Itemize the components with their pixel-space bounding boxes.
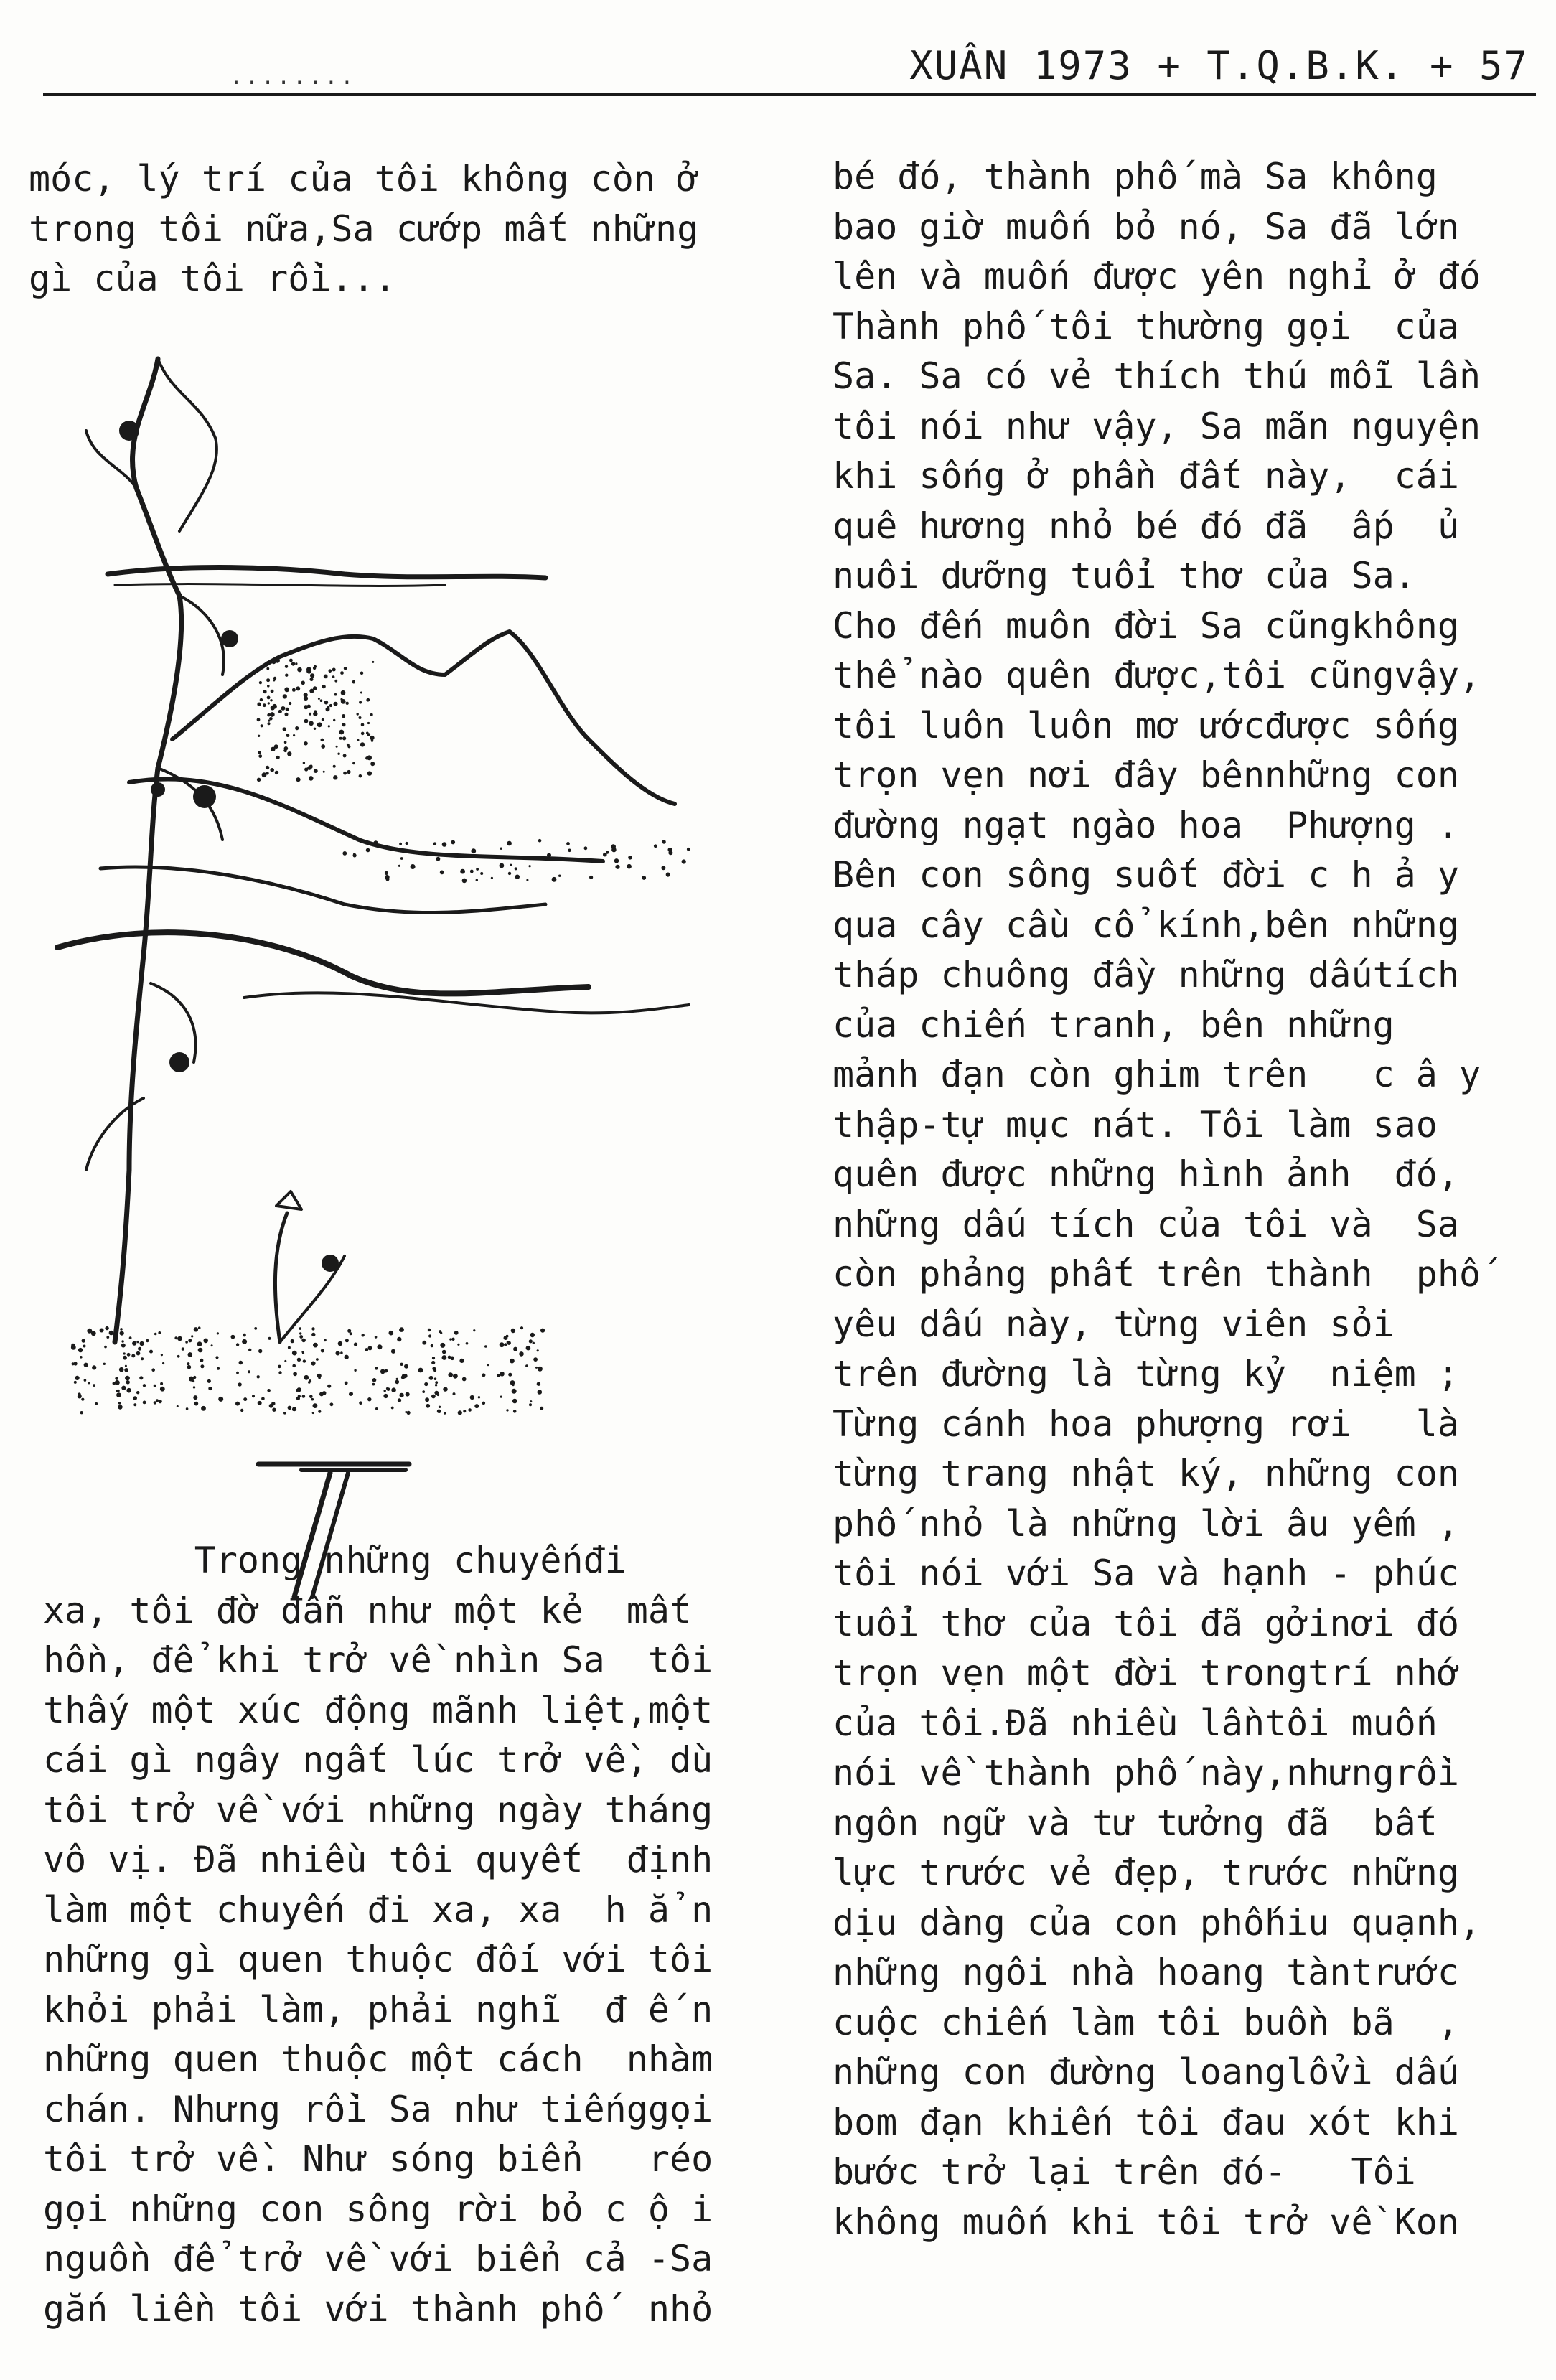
right-line: ngôn ngữ và tư tưởng đã bất bbox=[833, 1802, 1438, 1844]
right-line: Cho đến muôn đời Sa cũngkhông bbox=[833, 604, 1459, 647]
left-bottom-line: hồn, để khi trở về nhìn Sa tôi bbox=[43, 1639, 713, 1681]
right-line: lên và muốn được yên nghỉ ở đó bbox=[833, 256, 1481, 297]
right-line: yêu dấu này, từng viên sỏi bbox=[833, 1303, 1395, 1345]
right-line: không muốn khi tôi trở về Kon bbox=[833, 2201, 1459, 2243]
left-bottom-line: xa, tôi đờ đẫn như một kẻ mất bbox=[43, 1589, 692, 1631]
left-bottom-line: gắn liền tôi với thành phố nhỏ bbox=[43, 2287, 713, 2330]
left-bottom-line: những quen thuộc một cách nhàm bbox=[43, 2038, 713, 2080]
right-line: của tôi.Đã nhiều lầntôi muốn bbox=[833, 1702, 1438, 1744]
right-line: mảnh đạn còn ghim trên c â y bbox=[833, 1054, 1481, 1095]
flower-blossom bbox=[151, 782, 165, 797]
right-line: dịu dàng của con phốhiu quạnh, bbox=[833, 1901, 1481, 1944]
left-bottom-line: thấy một xúc động mãnh liệt,một bbox=[43, 1689, 713, 1731]
right-line: thể nào quên được,tôi cũngvậy, bbox=[833, 655, 1481, 696]
right-line: bước trở lại trên đó- Tôi bbox=[833, 2151, 1416, 2193]
header-rule bbox=[43, 93, 1536, 96]
left-bottom-line: vô vị. Đã nhiều tôi quyết định bbox=[43, 1839, 713, 1880]
branch-stem bbox=[86, 1098, 144, 1170]
right-line: nuôi dưỡng tuổi thơ của Sa. bbox=[833, 555, 1416, 596]
right-column-text bbox=[833, 152, 1481, 2247]
page-header bbox=[29, 29, 1536, 100]
left-bottom-line: những gì quen thuộc đối với tôi bbox=[43, 1939, 713, 1980]
right-line: tôi nói như vậy, Sa mãn nguyện bbox=[833, 405, 1481, 447]
right-line: tuổi thơ của tôi đã gởinơi đó bbox=[833, 1602, 1459, 1644]
right-line: bé đó, thành phố mà Sa không bbox=[833, 156, 1438, 197]
right-line: thập-tự mục nát. Tôi làm sao bbox=[833, 1103, 1438, 1146]
left-bottom-line: tôi trở về với những ngày tháng bbox=[43, 1789, 713, 1831]
flower-blossom bbox=[322, 1255, 339, 1272]
left-bottom-line: gọi những con sông rời bỏ c ộ i bbox=[43, 2188, 713, 2230]
header-left-mark: ........ bbox=[230, 65, 357, 90]
right-line: từng trang nhật ký, những con bbox=[833, 1453, 1459, 1494]
plant-bud bbox=[276, 1191, 301, 1209]
right-line: quê hương nhỏ bé đó đã ấp ủ bbox=[833, 505, 1459, 547]
right-line: bao giờ muốn bỏ nó, Sa đã lớn bbox=[833, 205, 1459, 248]
left-bottom-line: chán. Nhưng rồi Sa như tiếnggọi bbox=[43, 2088, 713, 2130]
plant-stem bbox=[275, 1213, 287, 1342]
right-line: bom đạn khiến tôi đau xót khi bbox=[833, 2101, 1459, 2143]
right-line: những ngôi nhà hoang tàntrước bbox=[833, 1952, 1459, 1993]
left-bottom-line: Trong những chuyếnđi bbox=[43, 1540, 627, 1581]
flower-blossom bbox=[193, 785, 216, 808]
left-bottom-line: tôi trở về. Như sóng biển réo bbox=[43, 2138, 713, 2180]
branch-stem bbox=[151, 983, 196, 1062]
right-line: những dấu tích của tôi và Sa bbox=[833, 1203, 1459, 1245]
right-line: nói về thành phố này,nhưngrồi bbox=[833, 1752, 1459, 1794]
right-line: trọn vẹn một đời trongtrí nhớ bbox=[833, 1652, 1459, 1694]
right-line: của chiến tranh, bên những bbox=[833, 1003, 1395, 1046]
left-bottom-line: nguồn để trở về với biển cả -Sa bbox=[43, 2238, 713, 2280]
left-column-bottom-text bbox=[43, 1536, 713, 2334]
ink-drawing-illustration bbox=[43, 337, 775, 1514]
right-line: trên đường là từng kỷ niệm ; bbox=[833, 1353, 1459, 1395]
right-line: tôi nói với Sa và hạnh - phúc bbox=[833, 1552, 1459, 1594]
right-line: tháp chuông đầy những dấutích bbox=[833, 954, 1459, 995]
flower-blossom bbox=[221, 630, 238, 647]
right-line: đường ngạt ngào hoa Phượng . bbox=[833, 804, 1459, 846]
left-bottom-line: cái gì ngây ngất lúc trở về, dù bbox=[43, 1739, 713, 1781]
left-bottom-line: khỏi phải làm, phải nghĩ đ ế n bbox=[43, 1988, 713, 2030]
right-line: lực trước vẻ đẹp, trước những bbox=[833, 1852, 1459, 1893]
right-line: Sa. Sa có vẻ thích thú mỗi lần bbox=[833, 355, 1481, 397]
mountain-outline bbox=[172, 632, 675, 804]
left-top-line: gì của tôi rồi... bbox=[29, 258, 396, 299]
right-line: cuộc chiến làm tôi buồn bã , bbox=[833, 2001, 1459, 2043]
right-line: quên được những hình ảnh đó, bbox=[833, 1153, 1459, 1195]
branch-stem bbox=[115, 359, 182, 1342]
right-line: phố nhỏ là những lời âu yếm , bbox=[833, 1502, 1459, 1545]
branch-stem bbox=[179, 596, 224, 675]
right-line: Từng cánh hoa phượng rơi là bbox=[833, 1402, 1459, 1445]
right-line: trọn vẹn nơi đây bênnhững con bbox=[833, 754, 1459, 796]
left-top-line: trong tôi nữa,Sa cướp mất những bbox=[29, 207, 699, 250]
right-line: những con đường loanglổvì dấu bbox=[833, 2051, 1459, 2093]
right-line: còn phảng phất trên thành phố bbox=[833, 1253, 1481, 1295]
right-line: qua cây cầu cổ kính,bên những bbox=[833, 904, 1459, 946]
flower-blossom bbox=[169, 1052, 189, 1072]
mountain-ridge bbox=[100, 867, 545, 913]
branch-stem bbox=[158, 359, 217, 531]
ground-ridge bbox=[57, 932, 589, 993]
running-header: XUÂN 1973 + T.Q.B.K. + 57 bbox=[909, 43, 1529, 88]
right-line: Bên con sông suốt đời c h ả y bbox=[833, 854, 1459, 896]
cloud-stroke bbox=[115, 584, 445, 586]
left-top-line: móc, lý trí của tôi không còn ở bbox=[29, 158, 699, 200]
right-line: tôi luôn luôn mơ ướcđược sống bbox=[833, 704, 1459, 746]
right-line: Thành phố tôi thường gọi của bbox=[833, 305, 1459, 347]
left-column-top-text bbox=[29, 154, 698, 304]
right-line: khi sống ở phần đất này, cái bbox=[833, 455, 1459, 497]
flower-blossom bbox=[119, 421, 139, 441]
left-bottom-line: làm một chuyến đi xa, xa h ẳ n bbox=[43, 1888, 713, 1931]
